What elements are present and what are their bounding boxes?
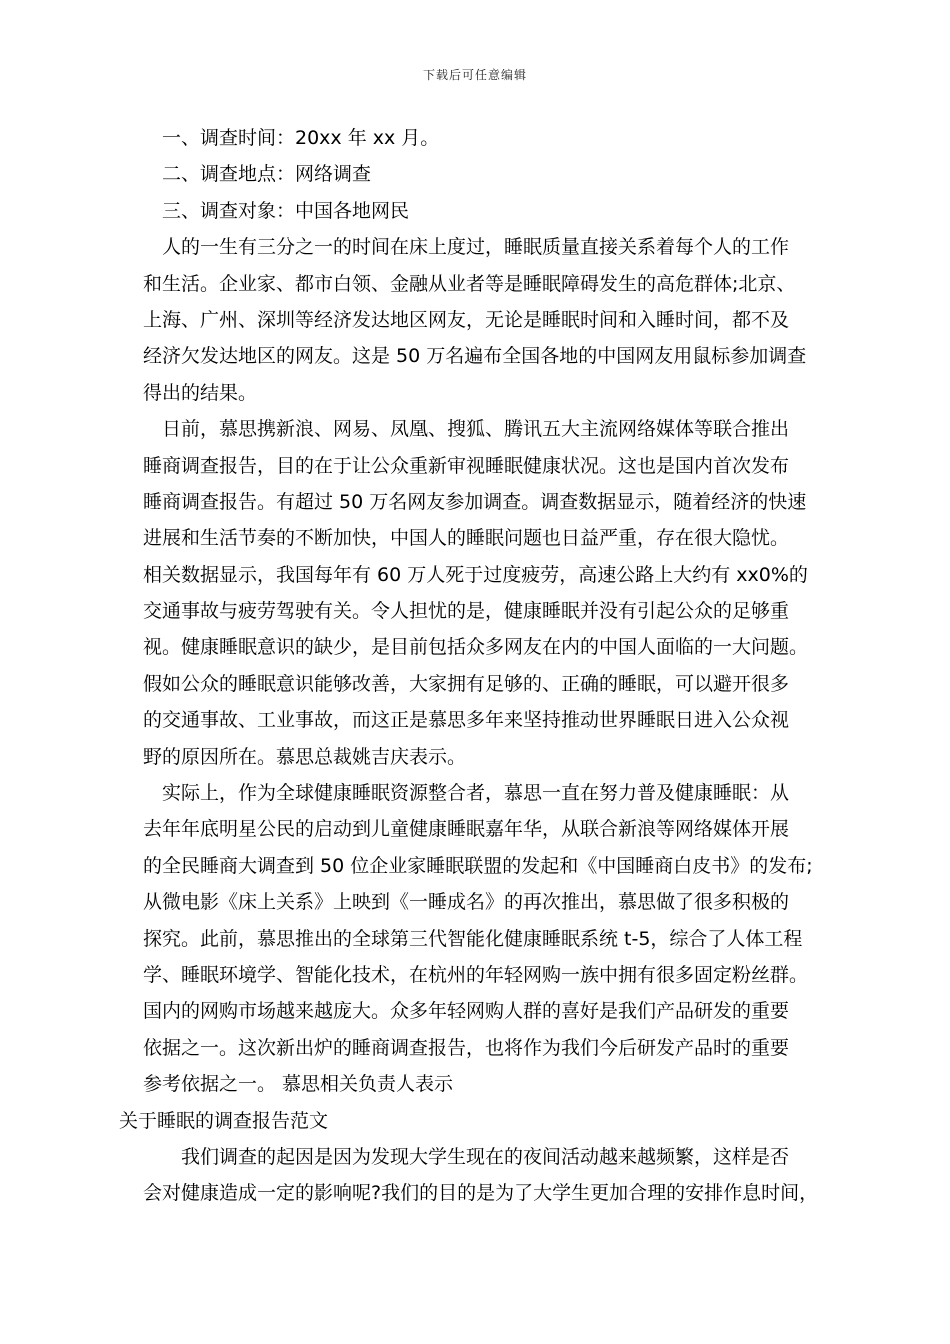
text-line: 一、调查时间：20xx 年 xx 月。 — [162, 127, 440, 149]
text-line: 和生活。企业家、都市白领、金融从业者等是睡眠障碍发生的高危群体;北京、 — [143, 272, 796, 295]
text-line: 参考依据之一。 慕思相关负责人表示 — [143, 1073, 454, 1096]
text-line: 从微电影《床上关系》上映到《一睡成名》的再次推出，慕思做了很多积极的 — [143, 891, 790, 914]
text-line: 交通事故与疲劳驾驶有关。令人担忧的是，健康睡眠并没有引起公众的足够重 — [143, 600, 790, 623]
section-heading: 关于睡眠的调查报告范文 — [119, 1109, 329, 1132]
text-line: 相关数据显示，我国每年有 60 万人死于过度疲劳，高速公路上大约有 xx0%的 — [143, 563, 808, 586]
text-line: 日前，慕思携新浪、网易、凤凰、搜狐、腾讯五大主流网络媒体等联合推出 — [162, 418, 790, 441]
text-line: 进展和生活节奏的不断加快，中国人的睡眠问题也日益严重，存在很大隐忧。 — [143, 527, 790, 550]
text-line: 视。健康睡眠意识的缺少，是目前包括众多网友在内的中国人面临的一大问题。 — [143, 636, 809, 659]
text-line: 人的一生有三分之一的时间在床上度过，睡眠质量直接关系着每个人的工作 — [162, 236, 790, 259]
text-line: 的交通事故、工业事故，而这正是慕思多年来坚持推动世界睡眠日进入公众视 — [143, 709, 790, 732]
text-line: 得出的结果。 — [143, 381, 258, 404]
document-body — [119, 120, 823, 1212]
text-line: 国内的网购市场越来越庞大。众多年轻网购人群的喜好是我们产品研发的重要 — [143, 1000, 790, 1023]
text-line: 去年年底明星公民的启动到儿童健康睡眠嘉年华，从联合新浪等网络媒体开展 — [143, 818, 790, 841]
text-line: 睡商调查报告。有超过 50 万名网友参加调查。调查数据显示，随着经济的快速 — [143, 490, 807, 513]
text-line: 假如公众的睡眠意识能够改善，大家拥有足够的、正确的睡眠，可以避开很多 — [143, 672, 790, 695]
text-line: 睡商调查报告，目的在于让公众重新审视睡眠健康状况。这也是国内首次发布 — [143, 454, 790, 477]
text-line: 会对健康造成一定的影响呢?我们的目的是为了大学生更加合理的安排作息时间， — [143, 1182, 819, 1205]
text-line: 二、调查地点：网络调查 — [162, 163, 372, 186]
text-line: 学、睡眠环境学、智能化技术，在杭州的年轻网购一族中拥有很多固定粉丝群。 — [143, 963, 809, 986]
text-line: 依据之一。这次新出炉的睡商调查报告，也将作为我们今后研发产品时的重要 — [143, 1036, 790, 1059]
text-line: 野的原因所在。慕思总裁姚吉庆表示。 — [143, 745, 467, 768]
text-line: 三、调查对象：中国各地网民 — [162, 199, 410, 222]
text-line: 经济欠发达地区的网友。这是 50 万名遍布全国各地的中国网友用鼠标参加调查 — [143, 345, 807, 368]
page-header-note: 下载后可任意编辑 — [422, 68, 527, 82]
text-line: 的全民睡商大调查到 50 位企业家睡眠联盟的发起和《中国睡商白皮书》的发布; — [143, 854, 813, 877]
text-line: 实际上，作为全球健康睡眠资源整合者，慕思一直在努力普及健康睡眠：从 — [162, 782, 790, 805]
text-line: 我们调查的起因是因为发现大学生现在的夜间活动越来越频繁，这样是否 — [181, 1145, 790, 1168]
text-line: 探究。此前，慕思推出的全球第三代智能化健康睡眠系统 t-5，综合了人体工程 — [143, 927, 803, 950]
text-line: 上海、广州、深圳等经济发达地区网友，无论是睡眠时间和入睡时间，都不及 — [143, 308, 790, 331]
